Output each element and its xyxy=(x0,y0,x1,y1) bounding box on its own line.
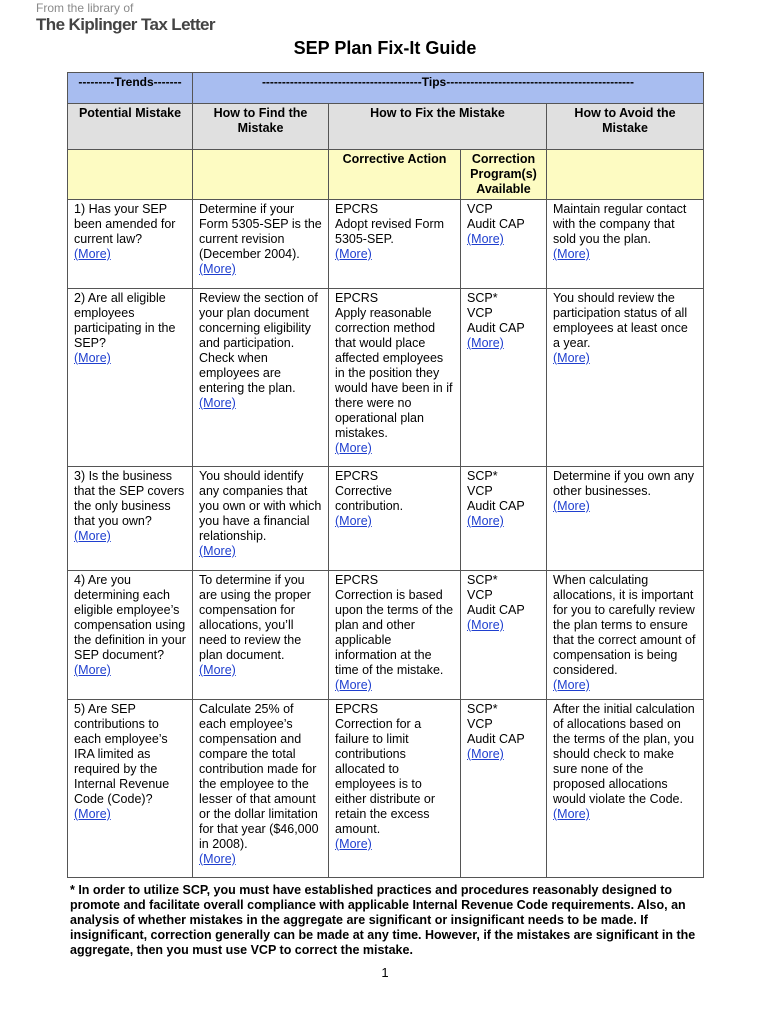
sub-header-blank xyxy=(68,150,193,200)
cell-text: 2) Are all eligible employees participating in the SEP? xyxy=(74,291,176,350)
cell-text: EPCRS xyxy=(335,469,379,483)
cell-text: Audit CAP xyxy=(467,321,525,335)
cell-text: 3) Is the business that the SEP covers the only business that you own? xyxy=(74,469,185,528)
cell-text: Apply reasonable correction method that would place affected employees in the position they would have been in if there were no operational plan mistakes. xyxy=(335,306,453,440)
cell-text: Determine if your Form 5305-SEP is the current revision (December 2004). xyxy=(199,202,322,261)
sub-header-row xyxy=(68,150,704,200)
cell-text: Corrective contribution. xyxy=(335,484,404,513)
col-header-mistake: Potential Mistake xyxy=(68,104,193,150)
col-header-avoid: How to Avoid the Mistake xyxy=(547,104,704,150)
cell-text: EPCRS xyxy=(335,291,379,305)
more-link[interactable]: (More) xyxy=(74,663,111,677)
table-row xyxy=(68,467,704,571)
cell-text: 5) Are SEP contributions to each employee’s IRA limited as required by the Internal Revenue Code (Code)? xyxy=(74,702,170,806)
cell-text: 1) Has your SEP been amended for current law? xyxy=(74,202,176,246)
cell-text: Correction is based upon the terms of the plan and other applicable information at the time of the mistake. xyxy=(335,588,454,677)
cell-action xyxy=(329,289,461,467)
cell-action xyxy=(329,571,461,700)
cell-avoid xyxy=(547,289,704,467)
cell-text: EPCRS xyxy=(335,573,379,587)
more-link[interactable]: (More) xyxy=(199,544,236,558)
cell-text: VCP xyxy=(467,202,493,216)
more-link[interactable]: (More) xyxy=(467,747,504,761)
cell-text: VCP xyxy=(467,484,493,498)
more-link[interactable]: (More) xyxy=(199,852,236,866)
cell-text: EPCRS xyxy=(335,702,379,716)
more-link[interactable]: (More) xyxy=(553,807,590,821)
more-link[interactable]: (More) xyxy=(335,514,372,528)
table-row xyxy=(68,289,704,467)
cell-text: 4) Are you determining each eligible employee’s compensation using the definition in your SEP document? xyxy=(74,573,186,662)
footnote: * In order to utilize SCP, you must have established practices and procedures reasonably designed to promote and facilitate overall compliance with applicable Internal Revenue Code requirements. Also, an analysis of whether mistakes in the aggregate are significant or insignificant needs to be made. If insignificant, correction generally can be made at any time. However, if the mistakes are significant in the aggregate, then you must use VCP to correct the mistake. xyxy=(70,883,696,957)
more-link[interactable]: (More) xyxy=(199,396,236,410)
cell-programs xyxy=(461,289,547,467)
cell-avoid xyxy=(547,200,704,289)
cell-action xyxy=(329,200,461,289)
cell-text: SCP* xyxy=(467,702,498,716)
cell-text: You should review the participation status of all employees at least once a year. xyxy=(553,291,688,350)
cell-action xyxy=(329,467,461,571)
more-link[interactable]: (More) xyxy=(553,499,590,513)
more-link[interactable]: (More) xyxy=(335,247,372,261)
cell-text: After the initial calculation of allocations based on the terms of the plan, you should check to make sure none of the proposed allocations would violate the Code. xyxy=(553,702,695,806)
more-link[interactable]: (More) xyxy=(74,529,111,543)
cell-text: VCP xyxy=(467,306,493,320)
cell-text: Audit CAP xyxy=(467,732,525,746)
cell-text: To determine if you are using the proper compensation for allocations, you’ll need to review the plan document. xyxy=(199,573,311,662)
table-body xyxy=(68,200,704,878)
more-link[interactable]: (More) xyxy=(467,336,504,350)
more-link[interactable]: (More) xyxy=(74,351,111,365)
more-link[interactable]: (More) xyxy=(553,247,590,261)
sub-header-corrective-action: Corrective Action xyxy=(329,150,461,200)
cell-mistake xyxy=(68,289,193,467)
more-link[interactable]: (More) xyxy=(74,247,111,261)
cell-text: Audit CAP xyxy=(467,217,525,231)
cell-programs xyxy=(461,700,547,878)
cell-text: You should identify any companies that you own or with which you have a financial relationship. xyxy=(199,469,322,543)
brand-logo: The Kiplinger Tax Letter xyxy=(36,15,215,34)
cell-text: Audit CAP xyxy=(467,603,525,617)
tips-header: ----------------------------------------Tips----------------------------------------------- xyxy=(193,73,704,104)
cell-text: Adopt revised Form 5305-SEP. xyxy=(335,217,445,246)
cell-text: VCP xyxy=(467,588,493,602)
cell-text: Correction for a failure to limit contributions allocated to employees is to either distribute or retain the excess amount. xyxy=(335,717,436,836)
cell-avoid xyxy=(547,467,704,571)
cell-avoid xyxy=(547,571,704,700)
more-link[interactable]: (More) xyxy=(199,262,236,276)
col-header-find: How to Find the Mistake xyxy=(193,104,329,150)
cell-action xyxy=(329,700,461,878)
more-link[interactable]: (More) xyxy=(467,618,504,632)
more-link[interactable]: (More) xyxy=(553,678,590,692)
cell-text: When calculating allocations, it is important for you to carefully review the plan terms to ensure that the correct amount of compensation is being considered. xyxy=(553,573,696,677)
more-link[interactable]: (More) xyxy=(74,807,111,821)
cell-find xyxy=(193,700,329,878)
cell-text: VCP xyxy=(467,717,493,731)
cell-mistake xyxy=(68,571,193,700)
more-link[interactable]: (More) xyxy=(199,663,236,677)
cell-text: Calculate 25% of each employee’s compensation and compare the total contribution made for the employee to the lesser of that amount or the dollar limitation for that year ($46,000 in 2008). xyxy=(199,702,319,851)
cell-text: EPCRS xyxy=(335,202,379,216)
cell-programs xyxy=(461,571,547,700)
more-link[interactable]: (More) xyxy=(335,837,372,851)
more-link[interactable]: (More) xyxy=(335,678,372,692)
library-line: From the library of xyxy=(36,1,134,15)
cell-text: Audit CAP xyxy=(467,499,525,513)
cell-text: Review the section of your plan document concerning eligibility and participation. Check when employees are entering the plan. xyxy=(199,291,318,395)
more-link[interactable]: (More) xyxy=(335,441,372,455)
page-number: 1 xyxy=(381,965,389,980)
more-link[interactable]: (More) xyxy=(467,514,504,528)
trends-tips-header-row xyxy=(68,73,704,104)
page-title: SEP Plan Fix-It Guide xyxy=(293,38,477,58)
cell-programs xyxy=(461,467,547,571)
table-row xyxy=(68,571,704,700)
table-row xyxy=(68,200,704,289)
cell-mistake xyxy=(68,700,193,878)
table-row xyxy=(68,700,704,878)
sub-header-blank xyxy=(193,150,329,200)
cell-find xyxy=(193,289,329,467)
column-header-row xyxy=(68,104,704,150)
cell-mistake xyxy=(68,467,193,571)
cell-find xyxy=(193,571,329,700)
cell-text: SCP* xyxy=(467,291,498,305)
cell-mistake xyxy=(68,200,193,289)
sub-header-blank xyxy=(547,150,704,200)
sub-header-programs: Correction Program(s) Available xyxy=(461,150,547,200)
col-header-fix: How to Fix the Mistake xyxy=(329,104,547,150)
cell-text: SCP* xyxy=(467,573,498,587)
more-link[interactable]: (More) xyxy=(467,232,504,246)
cell-programs xyxy=(461,200,547,289)
cell-text: SCP* xyxy=(467,469,498,483)
cell-find xyxy=(193,467,329,571)
cell-avoid xyxy=(547,700,704,878)
cell-find xyxy=(193,200,329,289)
more-link[interactable]: (More) xyxy=(553,351,590,365)
cell-text: Determine if you own any other businesses. xyxy=(553,469,695,498)
cell-text: Maintain regular contact with the company that sold you the plan. xyxy=(553,202,687,246)
trends-header: ---------Trends------- xyxy=(68,73,193,104)
fix-it-table xyxy=(67,72,704,878)
